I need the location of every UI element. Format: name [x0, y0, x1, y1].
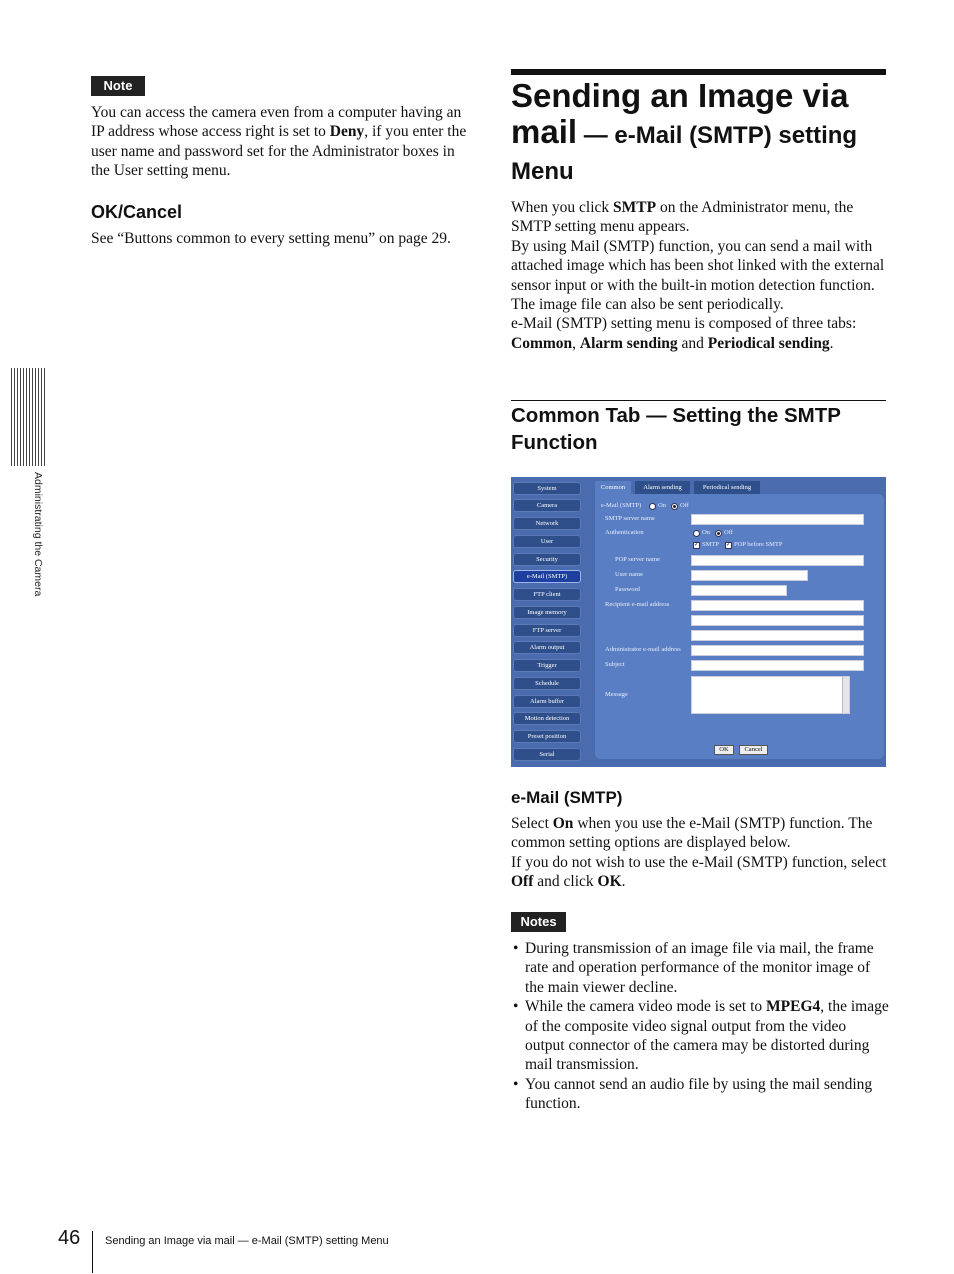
footer-divider: [92, 1231, 93, 1273]
nav-schedule[interactable]: Schedule: [513, 677, 581, 690]
pop-before-smtp-checkbox[interactable]: ✓: [726, 542, 732, 548]
auth-on-radio[interactable]: [693, 530, 700, 537]
intro-p1: When you click SMTP on the Administrator menu, the SMTP setting menu appears.: [511, 199, 854, 236]
admin-email-label: Administrator e-mail address: [605, 646, 681, 653]
recipient-input-2[interactable]: [691, 615, 864, 626]
note-item-3: • You cannot send an audio file by using the mail sending function.: [511, 1075, 889, 1114]
title-line2-big: mail: [511, 113, 578, 150]
note-item-2: • While the camera video mode is set to MPEG4, the image of the composite video signal output from the video output connector of the camera may be distorted during mail transmission.: [511, 997, 889, 1075]
message-textarea[interactable]: [691, 676, 850, 714]
tab-periodical-sending[interactable]: Periodical sending: [694, 481, 760, 494]
subject-label: Subject: [605, 661, 625, 668]
smtp-checkbox-label: SMTP: [702, 541, 719, 548]
nav-motion-detection[interactable]: Motion detection: [513, 712, 581, 725]
nav-alarm-buffer[interactable]: Alarm buffer: [513, 695, 581, 708]
password-label: Password: [615, 586, 640, 593]
title-line3: Menu: [511, 158, 574, 185]
user-name-input[interactable]: [691, 570, 808, 581]
smtp-checkbox[interactable]: ✓: [694, 542, 700, 548]
auth-on-label: On: [702, 529, 710, 536]
recipient-input-3[interactable]: [691, 630, 864, 641]
tab-alarm-sending[interactable]: Alarm sending: [635, 481, 690, 494]
section-rule: [511, 400, 886, 401]
pop-before-smtp-label: POP before SMTP: [734, 541, 783, 548]
okcancel-heading: OK/Cancel: [91, 202, 183, 222]
note-label: Note: [91, 76, 145, 96]
password-input[interactable]: [691, 585, 787, 596]
nav-image-memory[interactable]: Image memory: [513, 606, 581, 619]
nav-network[interactable]: Network: [513, 517, 581, 530]
note-text: [91, 103, 471, 181]
title-line2-small: — e-Mail (SMTP) setting: [577, 122, 858, 149]
pop-server-label: POP server name: [615, 556, 660, 563]
user-name-label: User name: [615, 571, 643, 578]
recipient-input-1[interactable]: [691, 600, 864, 611]
nav-email-smtp[interactable]: e-Mail (SMTP): [513, 570, 581, 583]
intro-p2: By using Mail (SMTP) function, you can send a mail with attached image which has been shot linked with the external sensor input or with the built-in motion detection function. The image file can also be sent periodically.: [511, 237, 885, 314]
recipient-label: Recipient e-mail address: [605, 601, 670, 608]
note-bold-deny: Deny: [329, 123, 365, 141]
email-smtp-text: [511, 814, 889, 892]
title-line1: Sending an Image via: [511, 77, 849, 114]
email-off-radio[interactable]: [671, 503, 678, 510]
page-number: 46: [58, 1227, 81, 1249]
email-p2: If you do not wish to use the e-Mail (SMTP) function, select Off and click OK.: [511, 853, 887, 891]
email-p1: Select On when you use the e-Mail (SMTP) function. The common setting options are displayed below.: [511, 815, 873, 852]
nav-camera[interactable]: Camera: [513, 499, 581, 512]
note-text-part2: , if you enter the user name and password set for the Administrator boxes in the User setting menu.: [91, 123, 467, 180]
email-on-label: On: [658, 502, 666, 509]
auth-off-radio[interactable]: [715, 530, 722, 537]
ok-button[interactable]: OK: [714, 745, 734, 755]
auth-off-label: Off: [724, 529, 733, 536]
subject-input[interactable]: [691, 660, 864, 671]
nav-alarm-output[interactable]: Alarm output: [513, 641, 581, 654]
side-tab-stripes: [11, 368, 47, 466]
intro-text: [511, 198, 889, 353]
nav-preset-position[interactable]: Preset position: [513, 730, 581, 743]
smtp-server-input[interactable]: [691, 514, 864, 525]
notes-label: Notes: [511, 912, 566, 932]
email-smtp-label: e-Mail (SMTP): [601, 502, 642, 509]
nav-ftp-server[interactable]: FTP server: [513, 624, 581, 637]
message-scrollbar[interactable]: [842, 677, 849, 713]
admin-email-input[interactable]: [691, 645, 864, 656]
okcancel-text: See “Buttons common to every setting menu” on page 29.: [91, 230, 451, 247]
notes-list: [511, 939, 889, 1114]
nav-ftp-client[interactable]: FTP client: [513, 588, 581, 601]
email-on-radio[interactable]: [649, 503, 656, 510]
note-text-part1: You can access the camera even from a computer having an IP address whose access right is set to: [91, 104, 462, 141]
cancel-button[interactable]: Cancel: [739, 745, 768, 755]
running-title: Sending an Image via mail — e-Mail (SMTP) setting Menu: [105, 1235, 389, 1247]
tab-common[interactable]: Common: [595, 481, 631, 494]
title-rule: [511, 69, 886, 75]
nav-serial[interactable]: Serial: [513, 748, 581, 761]
note-item-1: • During transmission of an image file via mail, the frame rate and operation performance of the monitor image of the main viewer decline.: [511, 939, 889, 997]
nav-trigger[interactable]: Trigger: [513, 659, 581, 672]
page-title: [511, 78, 891, 190]
smtp-server-label: SMTP server name: [605, 515, 655, 522]
email-off-label: Off: [680, 502, 689, 509]
settings-screenshot: [511, 477, 886, 767]
email-smtp-heading: e-Mail (SMTP): [511, 788, 623, 807]
side-tab-label: Administrating the Camera: [32, 472, 44, 597]
intro-p3: e-Mail (SMTP) setting menu is composed of three tabs: Common, Alarm sending and Periodical sending.: [511, 315, 857, 352]
message-label: Message: [605, 691, 628, 698]
nav-user[interactable]: User: [513, 535, 581, 548]
nav-system[interactable]: System: [513, 482, 581, 495]
section-heading: Common Tab — Setting the SMTP Function: [511, 404, 841, 454]
pop-server-input[interactable]: [691, 555, 864, 566]
settings-form: [595, 494, 884, 759]
authentication-label: Authentication: [605, 529, 644, 536]
nav-security[interactable]: Security: [513, 553, 581, 566]
